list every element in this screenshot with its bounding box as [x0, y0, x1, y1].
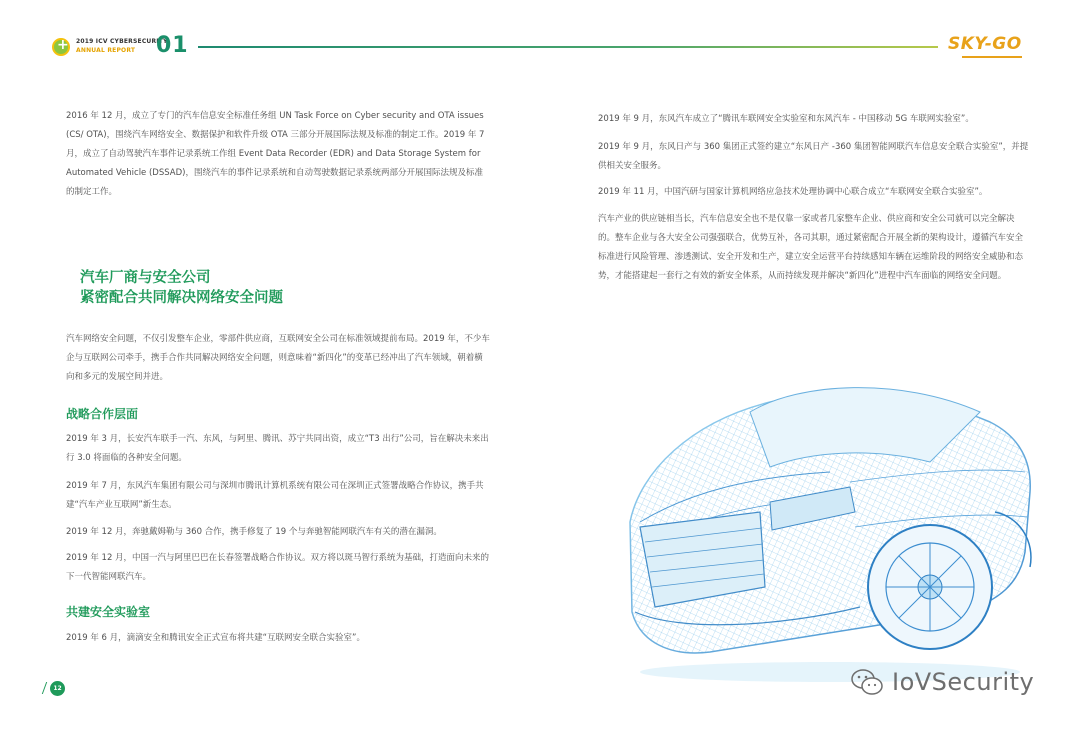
car-wireframe-illustration [600, 352, 1040, 687]
page-number: 12 [50, 681, 65, 696]
list-item: 2019 年 12 月，奔驰戴姆勒与 360 合作，携手修复了 19 个与奔驰智能网联汽车有关的潜在漏洞。 [66, 527, 442, 537]
subheading-strategic-cooperation: 战略合作层面 [66, 407, 139, 421]
watermark-text: IoVSecurity [892, 668, 1035, 696]
header-divider [198, 46, 938, 48]
section-intro-paragraph: 汽车网络安全问题，不仅引发整车企业，零部件供应商，互联网安全公司在标准领域提前布局。2019 年，不少车企与互联网公司牵手，携手合作共同解决网络安全问题，则意味着“新四化”的变革已经冲出了汽车领域，朝着横向和多元的发展空间并进。 [66, 334, 490, 382]
wechat-icon [850, 667, 884, 697]
report-logo-icon [52, 38, 70, 56]
front-wheel [868, 525, 992, 649]
list-item: 2019 年 6 月，滴滴安全和腾讯安全正式宣布将共建“互联网安全联合实验室”。 [66, 633, 365, 643]
list-item: 2019 年 9 月，东风汽车成立了“腾讯车联网安全实验室和东风汽车 - 中国移动 5G 车联网实验室”。 [598, 114, 974, 124]
brand-logo: SKY-GO [948, 34, 1022, 54]
brand-logo-subtext [962, 55, 1022, 60]
report-title-line1: 2019 ICV CYBERSECURITY [76, 38, 168, 45]
watermark [850, 664, 1034, 700]
list-item: 2019 年 12 月，中国一汽与阿里巴巴在长春签署战略合作协议。双方将以斑马智行系统为基础，打造面向未来的下一代智能网联汽车。 [66, 553, 490, 582]
brand-subtext-line [962, 55, 1022, 59]
section-title-line1: 汽车厂商与安全公司 [80, 270, 211, 286]
report-title-line2: ANNUAL REPORT [76, 47, 136, 54]
chapter-number: 01 [156, 33, 189, 58]
intro-paragraph: 2016 年 12 月，成立了专门的汽车信息安全标准任务组 UN Task Force on Cyber security and OTA issues (CS/ OTA)，围绕汽车网络安全、数据保护和软件升级 OTA 三部分开展国际法规及标准的制定工作。2019 年 7 月，成立了自动驾驶汽车事件记录系统工作组 Event Data Recorder (EDR) and Data Storage System for Automated Vehicle (DSSAD)，围绕汽车的事件记录系统和自动驾驶数据记录系统两部分开展国际法规及标准的制定工作。 [66, 111, 485, 197]
list-item: 2019 年 9 月，东风日产与 360 集团正式签约建立“东风日产 -360 集团智能网联汽车信息安全联合实验室”，并提供相关安全服务。 [598, 142, 1029, 171]
subheading-joint-lab: 共建安全实验室 [66, 605, 151, 619]
closing-paragraph: 汽车产业的供应链相当长，汽车信息安全也不是仅靠一家或者几家整车企业、供应商和安全公司就可以完全解决的。整车企业与各大安全公司强强联合，优势互补，各司其职，通过紧密配合开展全新的架构设计，遵循汽车安全标准进行风险管理、渗透测试、安全开发和生产，建立安全运营平台持续感知车辆在运维阶段的网络安全威胁和态势，才能搭建起一套行之有效的新安全体系，从而持续发现并解决“新四化”进程中汽车面临的网络安全问题。 [598, 214, 1024, 281]
section-title-line2: 紧密配合共同解决网络安全问题 [80, 290, 283, 306]
list-item: 2019 年 11 月，中国汽研与国家计算机网络应急技术处理协调中心联合成立“车联网安全联合实验室”。 [598, 187, 988, 197]
list-item: 2019 年 7 月，东风汽车集团有限公司与深圳市腾讯计算机系统有限公司在深圳正式签署战略合作协议，携手共建“汽车产业互联网”新生态。 [66, 481, 484, 510]
list-item: 2019 年 3 月，长安汽车联手一汽、东风，与阿里、腾讯、苏宁共同出资，成立“T3 出行”公司，旨在解决未来出行 3.0 将面临的各种安全问题。 [66, 434, 489, 463]
